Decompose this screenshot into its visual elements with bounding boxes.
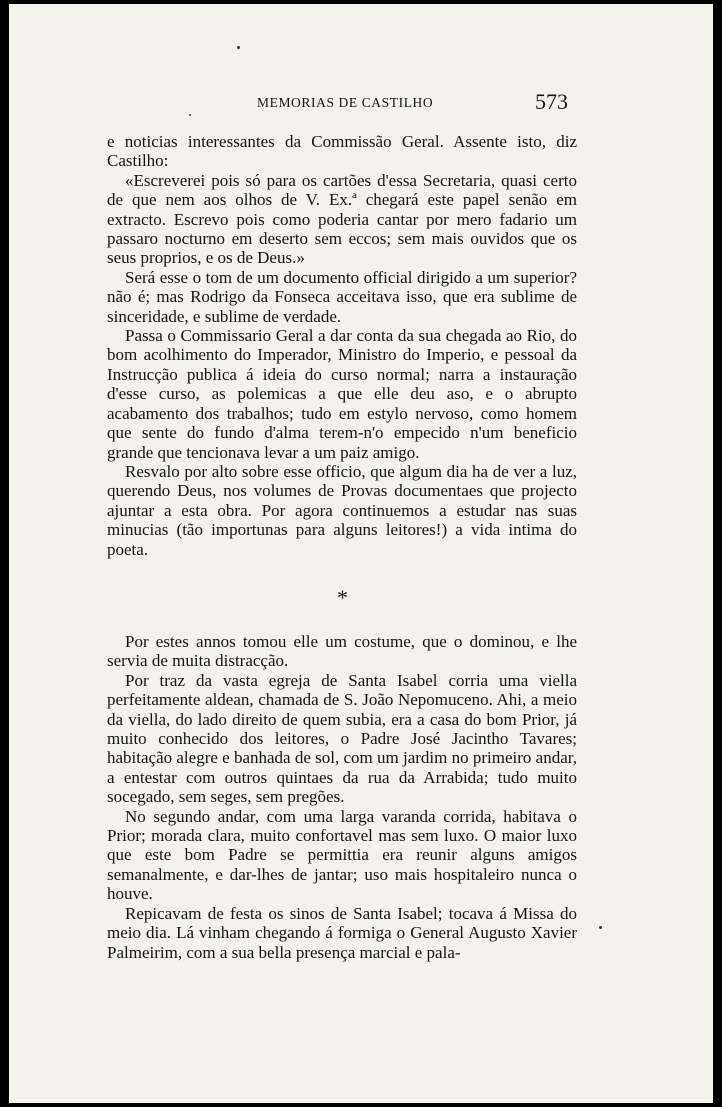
paragraph: «Escreverei pois só para os cartões d'essa Secretaria, quasi certo de que nem aos olhos de V. Ex.ª chegará este papel senão em extracto. Escrevo pois como poderia cantar por mero fadario um passaro nocturno em deserto sem eccos; sem mais ouvidos que os seus proprios, e os de Deus.» — [107, 170, 577, 268]
page-number: 573 — [535, 89, 568, 114]
paragraph: Será esse o tom de um documento official dirigido a um superior? não é; mas Rodrigo da Fonseca acceitava isso, que era sublime de sinceridade, e sublime de verdade. — [107, 267, 577, 326]
paragraph: Resvalo por alto sobre esse officio, que algum dia ha de ver a luz, querendo Deus, nos volumes de Provas documentaes que projecto ajuntar a esta obra. Por agora continuemos a estudar nas suas minucias (tão importunas para alguns leitores!) a vida intima do poeta. — [107, 461, 577, 559]
ink-speck — [599, 926, 602, 929]
section-separator-asterisk: * — [337, 585, 348, 610]
paragraph: Por traz da vasta egreja de Santa Isabel corria uma viella perfeitamente aldean, chamada de S. João Nepomuceno. Ahi, a meio da viella, do lado direito de quem subia, era a casa do bom Prior, já muito conhecido dos leitores, o Padre José Jacintho Tavares; habitação alegre e banhada de sol, com um jardim no primeiro andar, a entestar com outros quintaes da rua da Arrabida; tudo muito socegado, sem seges, sem pregões. — [107, 670, 577, 807]
paragraph: Por estes annos tomou elle um costume, que o dominou, e lhe servia de muita distracção. — [107, 632, 577, 671]
ink-speck — [189, 114, 191, 116]
running-title: MEMORIAS DE CASTILHO — [257, 95, 434, 110]
text-section-1 — [107, 132, 577, 559]
paragraph: No segundo andar, com uma larga varanda corrida, habitava o Prior; morada clara, muito confortavel mas sem luxo. O maior luxo que este bom Padre se permittia era reunir alguns amigos semanalmente, e dar-lhes de jantar; uso mais hospitaleiro nunca o houve. — [107, 806, 577, 904]
paragraph: Passa o Commissario Geral a dar conta da sua chegada ao Rio, do bom acolhimento do Imperador, Ministro do Imperio, e pessoal da Instrucção publica á ideia do curso normal; narra a instauração d'esse curso, as polemicas a que elle deu aso, e o abrupto acabamento dos trabalhos; tudo em estylo nervoso, como homem que sente do fundo d'alma terem-n'o empecido n'um beneficio grande que tencionava levar a um paiz amigo. — [107, 326, 577, 462]
ink-speck — [237, 46, 240, 49]
book-page — [9, 4, 713, 1103]
paragraph: e noticias interessantes da Commissão Geral. Assente isto, diz Castilho: — [107, 132, 577, 171]
text-section-2 — [107, 632, 577, 962]
paragraph: Repicavam de festa os sinos de Santa Isabel; tocava á Missa do meio dia. Lá vinham chegando á formiga o General Augusto Xavier Palmeirim, com a sua bella presença marcial e pala- — [107, 903, 577, 962]
page-header — [9, 89, 713, 119]
